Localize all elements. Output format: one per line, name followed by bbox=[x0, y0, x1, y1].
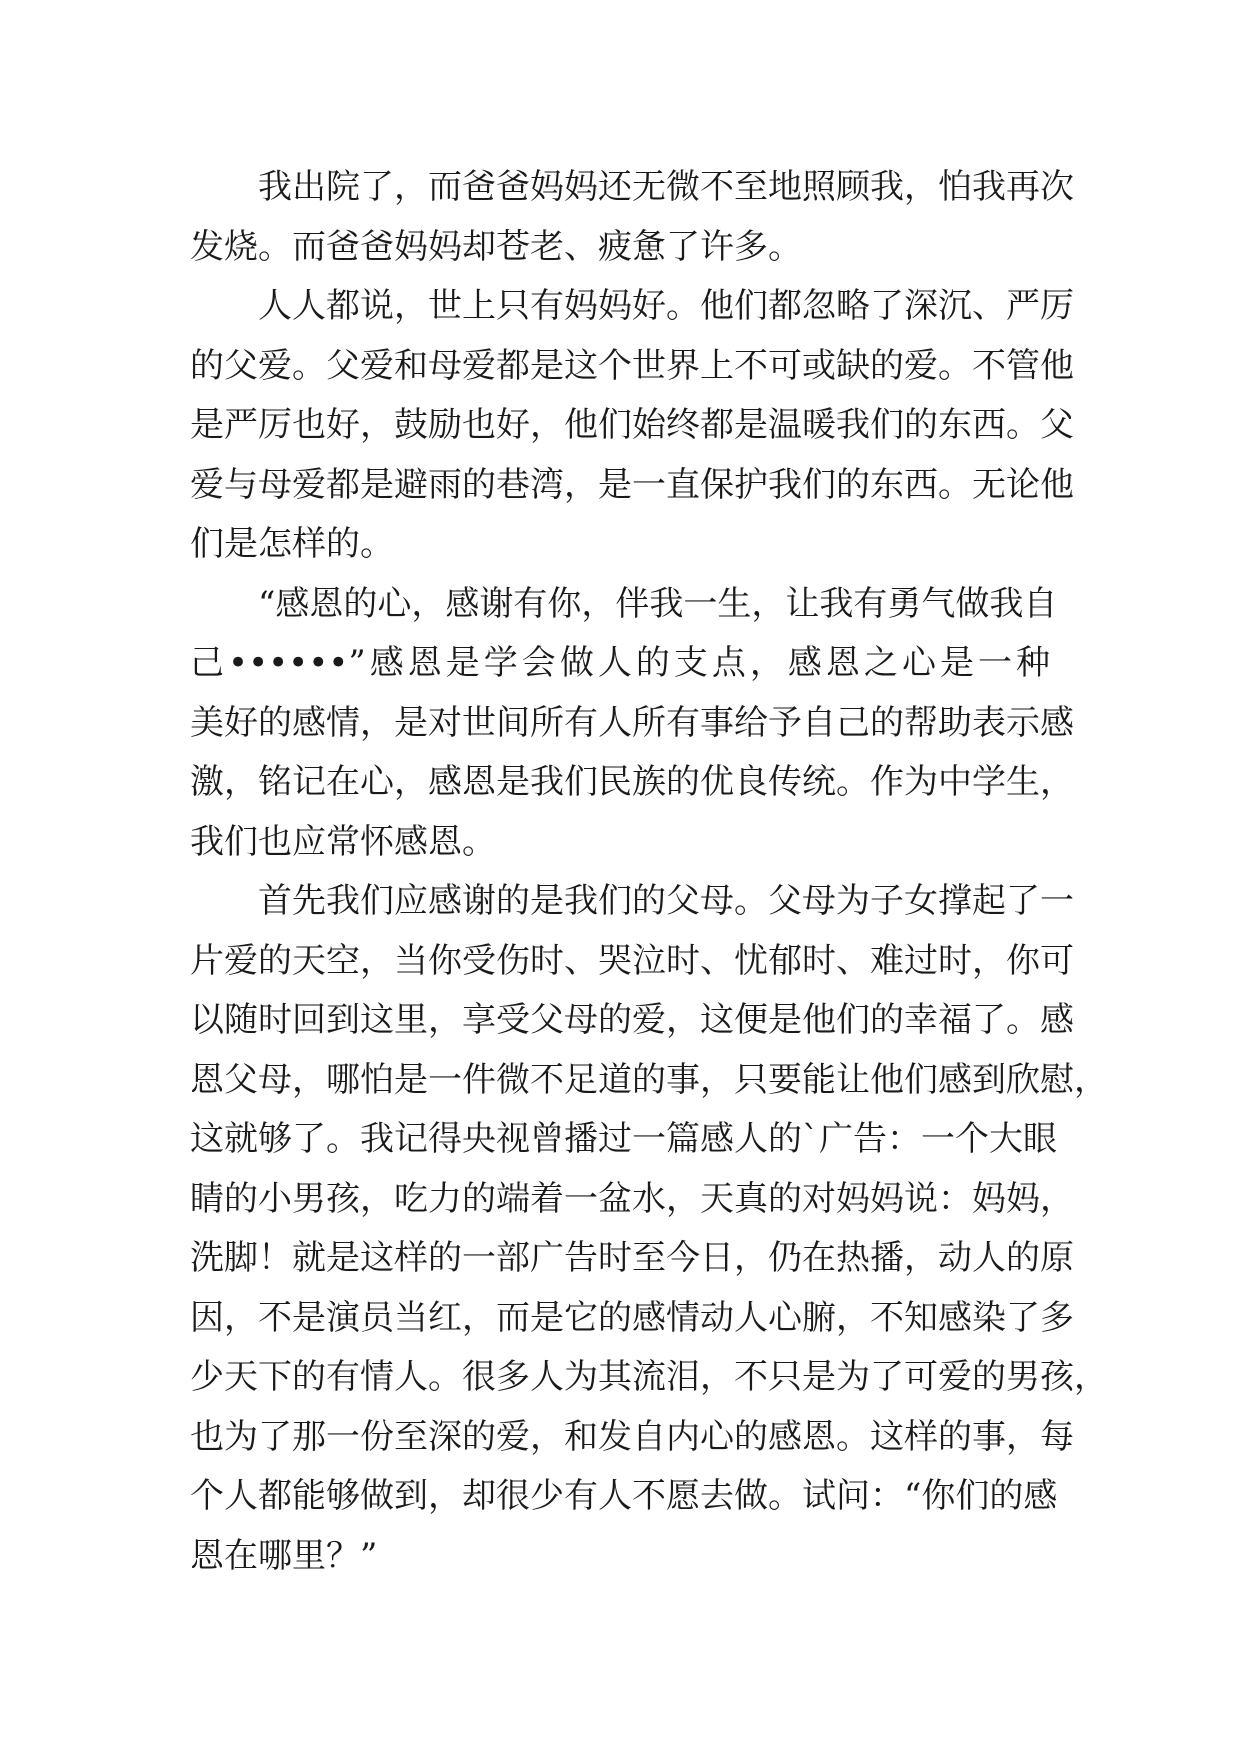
paragraph-4-line-9: 少天下的有情人。很多人为其流泪，不只是为了可爱的男孩， bbox=[190, 1357, 1108, 1397]
paragraph-2-line-2: 的父爱。父爱和母爱都是这个世界上不可或缺的爱。不管他 bbox=[190, 345, 1074, 386]
paragraph-3-line-1: “感恩的心，感谢有你，伴我一生，让我有勇气做我自 bbox=[258, 583, 1058, 624]
paragraph-4-line-5: 这就够了。我记得央视曾播过一篇感人的`广告：一个大眼 bbox=[190, 1119, 1057, 1159]
paragraph-1-line-1: 我出院了，而爸爸妈妈还无微不至地照顾我，怕我再次 bbox=[258, 167, 1074, 207]
paragraph-2-line-5: 们是怎样的。 bbox=[190, 524, 394, 564]
body-text bbox=[190, 158, 1108, 1586]
paragraph-3-line-3: 美好的感情，是对世间所有人所有事给予自己的帮助表示感 bbox=[190, 702, 1074, 743]
paragraph-2-line-3: 是严厉也好，鼓励也好，他们始终都是温暖我们的东西。父 bbox=[190, 405, 1074, 445]
paragraph-4-line-10: 也为了那一份至深的爱，和发自内心的感恩。这样的事，每 bbox=[190, 1416, 1074, 1457]
paragraph-2-line-1: 人人都说，世上只有妈妈好。他们都忽略了深沉、严厉 bbox=[258, 286, 1074, 326]
paragraph-3-line-4: 激，铭记在心，感恩是我们民族的优良传统。作为中学生， bbox=[190, 762, 1074, 802]
paragraph-4-line-1: 首先我们应感谢的是我们的父母。父母为子女撑起了一 bbox=[258, 881, 1074, 921]
paragraph-4-line-11: 个人都能够做到，却很少有人不愿去做。试问：“你们的感 bbox=[190, 1476, 1058, 1516]
paragraph-4-line-2: 片爱的天空，当你受伤时、哭泣时、忧郁时、难过时，你可 bbox=[190, 940, 1074, 981]
paragraph-2-line-4: 爱与母爱都是避雨的巷湾，是一直保护我们的东西。无论他 bbox=[190, 464, 1074, 505]
paragraph-4-line-7: 洗脚！就是这样的一部广告时至今日，仍在热播，动人的原 bbox=[190, 1238, 1074, 1278]
paragraph-3-line-2: 己••••••”感恩是学会做人的支点，感恩之心是一种 bbox=[190, 643, 1050, 683]
paragraph-4-line-12: 恩在哪里？” bbox=[190, 1535, 378, 1576]
paragraph-1-line-2: 发烧。而爸爸妈妈却苍老、疲惫了许多。 bbox=[190, 226, 802, 267]
paragraph-4-line-6: 睛的小男孩，吃力的端着一盆水，天真的对妈妈说：妈妈， bbox=[190, 1178, 1074, 1219]
paragraph-4-line-4: 恩父母，哪怕是一件微不足道的事，只要能让他们感到欣慰， bbox=[190, 1059, 1108, 1100]
paragraph-4-line-8: 因，不是演员当红，而是它的感情动人心腑，不知感染了多 bbox=[190, 1297, 1074, 1338]
paragraph-3-line-5: 我们也应常怀感恩。 bbox=[190, 821, 496, 862]
paragraph-4-line-3: 以随时回到这里，享受父母的爱，这便是他们的幸福了。感 bbox=[190, 1000, 1074, 1040]
